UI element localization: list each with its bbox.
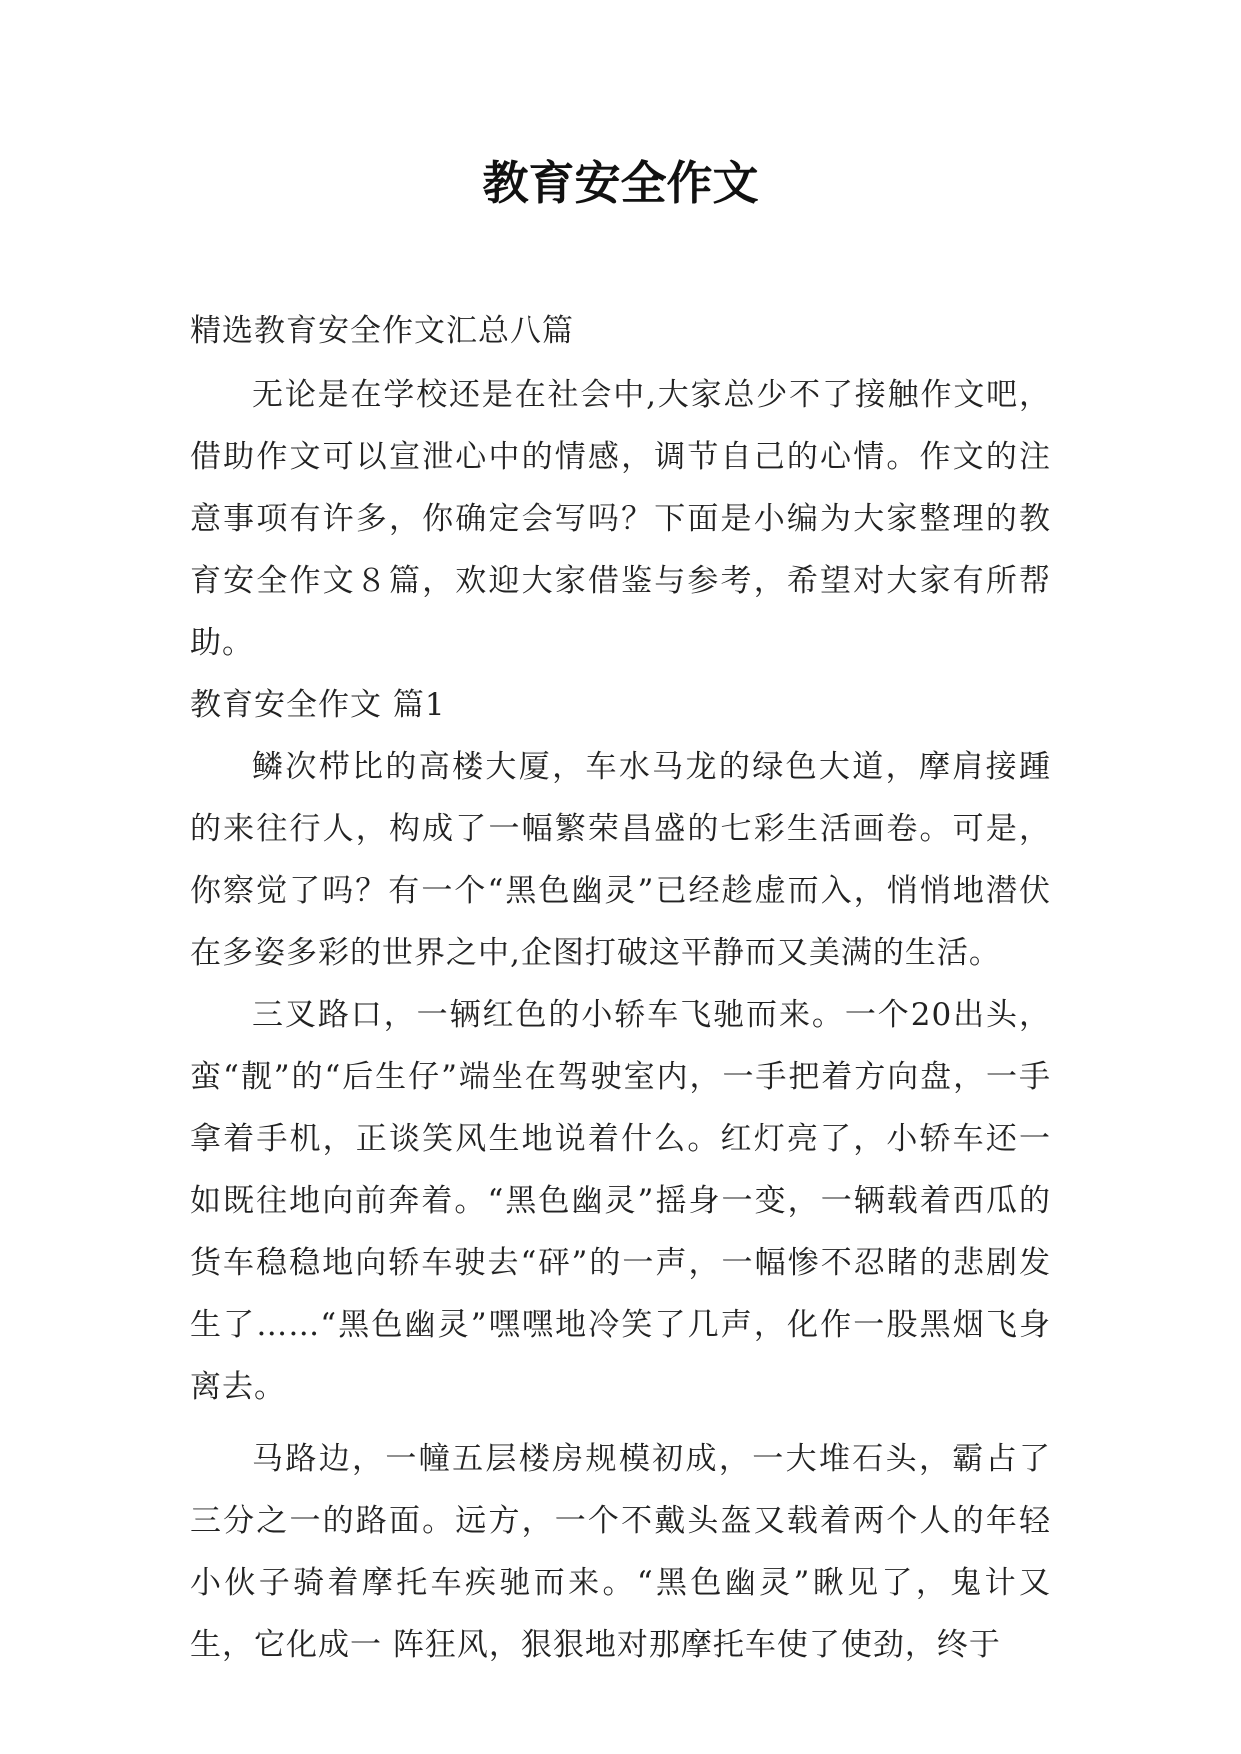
document-subtitle: 精选教育安全作文汇总八篇 [190, 313, 574, 349]
body-paragraph-3: 马路边，一幢五层楼房规模初成，一大堆石头，霸占了三分之一的路面。远方，一个不戴头盔又载着两个人的年轻小伙子骑着摩托车疾驰而来。“黑色幽灵”瞅见了，鬼计又生，它化成一 阵狂风，狠狠地对那摩托车使了使劲，终于 [190, 1441, 1051, 1663]
body-paragraph-2: 三叉路口，一辆红色的小轿车飞驰而来。一个20出头，蛮“靓”的“后生仔”端坐在驾驶室内，一手把着方向盘，一手拿着手机，正谈笑风生地说着什么。红灯亮了，小轿车还一如既往地向前奔着。“黑色幽灵”摇身一变，一辆载着西瓜的货车稳稳地向轿车驶去“砰”的一声，一幅惨不忍睹的悲剧发生了……“黑色幽灵”嘿嘿地冷笑了几声，化作一股黑烟飞身离去。 [190, 997, 1051, 1405]
intro-paragraph: 无论是在学校还是在社会中,大家总少不了接触作文吧，借助作文可以宣泄心中的情感，调节自己的心情。作文的注意事项有许多，你确定会写吗？下面是小编为大家整理的教育安全作文８篇，欢迎大家借鉴与参考，希望对大家有所帮助。 [190, 377, 1051, 661]
body-paragraph-1: 鳞次栉比的高楼大厦，车水马龙的绿色大道，摩肩接踵的来往行人，构成了一幅繁荣昌盛的七彩生活画卷。可是，你察觉了吗？有一个“黑色幽灵”已经趁虚而入，悄悄地潜伏在多姿多彩的世界之中,企图打破这平静而又美满的生活。 [190, 749, 1051, 971]
document-body [190, 300, 1051, 1676]
document-title: 教育安全作文 [482, 156, 759, 210]
section-heading: 教育安全作文 篇1 [190, 687, 446, 723]
